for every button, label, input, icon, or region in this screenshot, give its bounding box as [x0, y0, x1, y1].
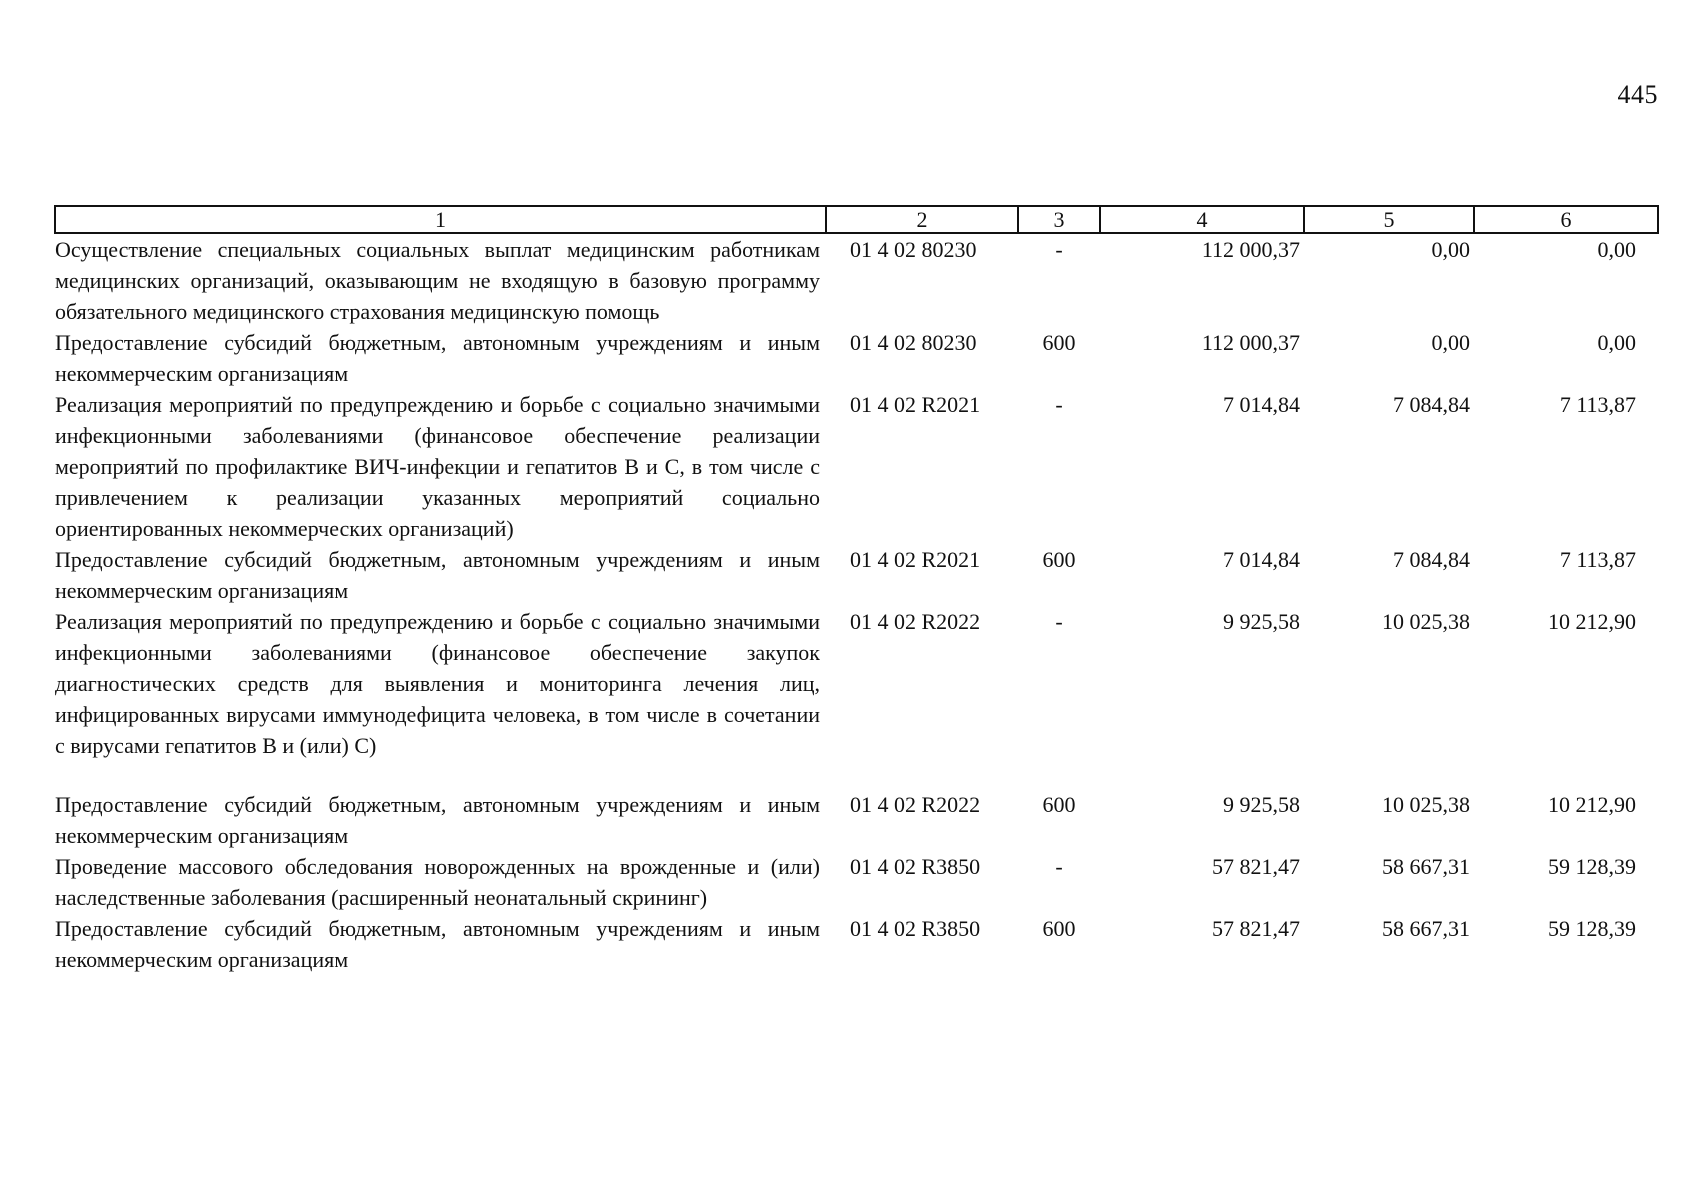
row-value-6: 7 113,87 [1559, 547, 1636, 572]
table-row [55, 327, 1658, 389]
table-row [55, 789, 1658, 851]
row-value-6: 0,00 [1597, 237, 1636, 262]
row-value-6: 59 128,39 [1548, 854, 1636, 879]
row-kind: - [1055, 237, 1063, 262]
table-row [55, 851, 1658, 913]
row-value-6: 10 212,90 [1548, 792, 1636, 817]
row-name: Предоставление субсидий бюджетным, автономным учреждениям и иным некоммерческим организациям [55, 330, 820, 386]
row-kind: - [1055, 609, 1063, 634]
row-kind: - [1055, 854, 1063, 879]
row-code: 01 4 02 R2022 [850, 792, 981, 817]
row-name: Реализация мероприятий по предупреждению и борьбе с социально значимыми инфекционными заболеваниями (финансовое обеспечение закупок диагностических средств для выявления и мониторинга лечения лиц, инфицированных вирусами иммунодефицита человека, в том числе в сочетании с вирусами гепатитов В и (или) С) [55, 609, 820, 758]
table-row [55, 389, 1658, 544]
row-value-4: 112 000,37 [1201, 330, 1300, 355]
row-value-5: 10 025,38 [1382, 609, 1470, 634]
row-value-5: 7 084,84 [1393, 392, 1470, 417]
column-header-5: 5 [1304, 206, 1474, 233]
row-code: 01 4 02 R2022 [850, 609, 981, 634]
row-value-4: 57 821,47 [1212, 916, 1300, 941]
row-value-4: 9 925,58 [1223, 792, 1300, 817]
row-value-4: 112 000,37 [1201, 237, 1300, 262]
row-value-4: 57 821,47 [1212, 854, 1300, 879]
row-code: 01 4 02 80230 [850, 237, 977, 262]
row-kind: 600 [1042, 792, 1076, 817]
row-spacer-cell [55, 761, 1658, 789]
row-value-6: 7 113,87 [1559, 392, 1636, 417]
row-value-5: 10 025,38 [1382, 792, 1470, 817]
row-value-6: 10 212,90 [1548, 609, 1636, 634]
row-value-5: 7 084,84 [1393, 547, 1470, 572]
budget-table [54, 205, 1659, 975]
row-name: Предоставление субсидий бюджетным, автономным учреждениям и иным некоммерческим организациям [55, 916, 820, 972]
row-value-5: 58 667,31 [1382, 854, 1470, 879]
table-row [55, 544, 1658, 606]
table-row [55, 606, 1658, 761]
row-spacer [55, 761, 1658, 789]
row-kind: 600 [1042, 916, 1076, 941]
row-kind: 600 [1042, 547, 1076, 572]
row-name: Предоставление субсидий бюджетным, автономным учреждениям и иным некоммерческим организациям [55, 547, 820, 603]
column-header-3: 3 [1018, 206, 1100, 233]
row-name: Проведение массового обследования новорожденных на врожденные и (или) наследственные заболевания (расширенный неонатальный скрининг) [55, 854, 820, 910]
table-row [55, 913, 1658, 975]
row-value-4: 7 014,84 [1223, 547, 1300, 572]
column-header-1: 1 [55, 206, 826, 233]
row-code: 01 4 02 80230 [850, 330, 977, 355]
row-value-4: 9 925,58 [1223, 609, 1300, 634]
row-value-5: 58 667,31 [1382, 916, 1470, 941]
row-code: 01 4 02 R2021 [850, 547, 981, 572]
column-header-6: 6 [1474, 206, 1658, 233]
table-row [55, 233, 1658, 327]
row-code: 01 4 02 R2021 [850, 392, 981, 417]
row-value-5: 0,00 [1431, 237, 1470, 262]
row-name: Осуществление специальных социальных выплат медицинским работникам медицинских организаций, оказывающим не входящую в базовую программу обязательного медицинского страхования медицинскую помощь [55, 237, 820, 324]
row-value-4: 7 014,84 [1223, 392, 1300, 417]
row-name: Реализация мероприятий по предупреждению и борьбе с социально значимыми инфекционными заболеваниями (финансовое обеспечение реализации мероприятий по профилактике ВИЧ-инфекции и гепатитов В и С, в том числе с привлечением к реализации указанных мероприятий социально ориентированных некоммерческих организаций) [55, 392, 820, 541]
row-kind: - [1055, 392, 1063, 417]
column-number-row [55, 206, 1658, 233]
row-name: Предоставление субсидий бюджетным, автономным учреждениям и иным некоммерческим организациям [55, 792, 820, 848]
row-value-6: 59 128,39 [1548, 916, 1636, 941]
table-header [55, 206, 1658, 233]
page-number: 445 [1617, 80, 1658, 109]
column-header-4: 4 [1100, 206, 1304, 233]
row-value-6: 0,00 [1597, 330, 1636, 355]
column-header-2: 2 [826, 206, 1018, 233]
row-kind: 600 [1042, 330, 1076, 355]
row-code: 01 4 02 R3850 [850, 916, 981, 941]
row-code: 01 4 02 R3850 [850, 854, 981, 879]
row-value-5: 0,00 [1431, 330, 1470, 355]
